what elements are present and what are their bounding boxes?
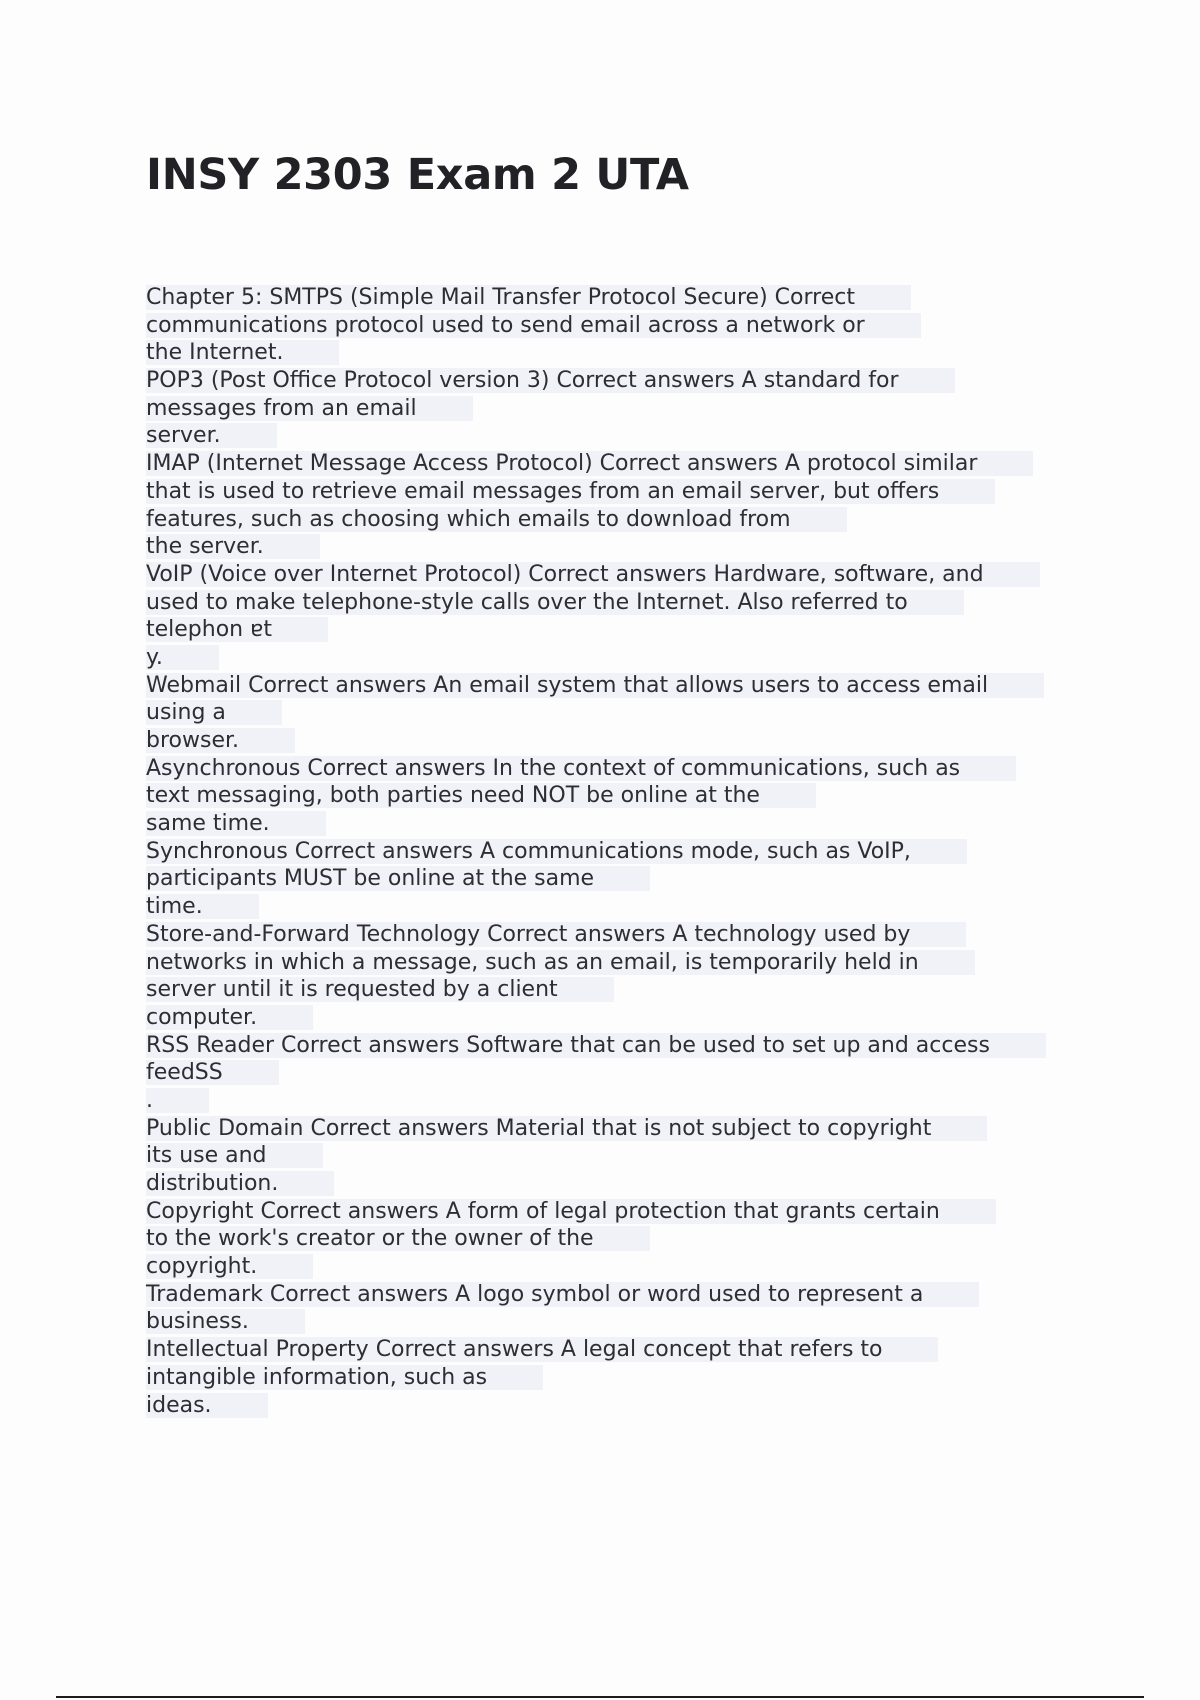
text-line-content: Store-and-Forward Technology Correct answers A technology used by bbox=[146, 922, 966, 947]
text-line-content: browser. bbox=[146, 728, 295, 753]
text-line-content: computer. bbox=[146, 1005, 313, 1030]
text-line-content: server. bbox=[146, 423, 277, 448]
text-line-content: . bbox=[146, 1088, 209, 1113]
text-line-content: POP3 (Post Office Protocol version 3) Correct answers A standard for bbox=[146, 368, 955, 393]
text-line-content: Intellectual Property Correct answers A legal concept that refers to bbox=[146, 1337, 938, 1362]
text-line-content: y. bbox=[146, 645, 219, 670]
text-line-content: used to make telephone-style calls over the Internet. Also referred to bbox=[146, 590, 964, 615]
text-line-content: using a bbox=[146, 700, 282, 725]
text-line bbox=[146, 395, 1086, 423]
text-line-content: time. bbox=[146, 894, 259, 919]
text-line-content: Copyright Correct answers A form of legal protection that grants certain bbox=[146, 1199, 996, 1224]
text-line bbox=[146, 755, 1086, 783]
text-line bbox=[146, 1225, 1086, 1253]
document-body bbox=[146, 284, 1086, 1419]
text-line-content: Asynchronous Correct answers In the context of communications, such as bbox=[146, 756, 1016, 781]
text-line-content: networks in which a message, such as an email, is temporarily held in bbox=[146, 950, 975, 975]
text-line-content: RSS Reader Correct answers Software that can be used to set up and access bbox=[146, 1033, 1046, 1058]
text-line bbox=[146, 1392, 1086, 1420]
text-line bbox=[146, 1087, 1086, 1115]
text-line-content: VoIP (Voice over Internet Protocol) Correct answers Hardware, software, and bbox=[146, 562, 1040, 587]
text-line bbox=[146, 865, 1086, 893]
text-line bbox=[146, 1059, 1086, 1087]
text-line-content: features, such as choosing which emails to download from bbox=[146, 507, 847, 532]
text-line bbox=[146, 672, 1086, 700]
text-line-content: text messaging, both parties need NOT be online at the bbox=[146, 783, 816, 808]
text-line-content: server until it is requested by a client bbox=[146, 977, 614, 1002]
text-line bbox=[146, 312, 1086, 340]
text-line-content: IMAP (Internet Message Access Protocol) Correct answers A protocol similar bbox=[146, 451, 1033, 476]
text-line bbox=[146, 1198, 1086, 1226]
text-line-content: Public Domain Correct answers Material that is not subject to copyright bbox=[146, 1116, 987, 1141]
text-line bbox=[146, 1032, 1086, 1060]
text-line bbox=[146, 478, 1086, 506]
document-title: INSY 2303 Exam 2 UTA bbox=[146, 150, 689, 200]
text-line bbox=[146, 561, 1086, 589]
text-line-content: the server. bbox=[146, 534, 320, 559]
text-line bbox=[146, 782, 1086, 810]
text-line bbox=[146, 1004, 1086, 1032]
text-line-content: business. bbox=[146, 1309, 305, 1334]
text-line bbox=[146, 949, 1086, 977]
text-line bbox=[146, 506, 1086, 534]
text-line bbox=[146, 1170, 1086, 1198]
text-line bbox=[146, 450, 1086, 478]
text-line-content: that is used to retrieve email messages from an email server, but offers bbox=[146, 479, 995, 504]
text-line-content: its use and bbox=[146, 1143, 323, 1168]
text-line bbox=[146, 838, 1086, 866]
text-line-content: copyright. bbox=[146, 1254, 313, 1279]
text-line-content: telephon ɐt bbox=[146, 617, 328, 642]
text-line bbox=[146, 589, 1086, 617]
text-line bbox=[146, 921, 1086, 949]
text-line bbox=[146, 727, 1086, 755]
text-line-content: Chapter 5: SMTPS (Simple Mail Transfer Protocol Secure) Correct bbox=[146, 285, 911, 310]
text-line-content: same time. bbox=[146, 811, 326, 836]
text-line-content: the Internet. bbox=[146, 340, 339, 365]
text-line bbox=[146, 699, 1086, 727]
text-line-content: intangible information, such as bbox=[146, 1365, 543, 1390]
text-line bbox=[146, 893, 1086, 921]
text-line bbox=[146, 339, 1086, 367]
text-line bbox=[146, 1142, 1086, 1170]
text-line bbox=[146, 1336, 1086, 1364]
text-line bbox=[146, 1281, 1086, 1309]
text-line-content: messages from an email bbox=[146, 396, 473, 421]
text-line-content: participants MUST be online at the same bbox=[146, 866, 650, 891]
text-line bbox=[146, 284, 1086, 312]
text-line-content: to the work's creator or the owner of the bbox=[146, 1226, 650, 1251]
text-line-content: ideas. bbox=[146, 1393, 268, 1418]
text-line bbox=[146, 422, 1086, 450]
text-line bbox=[146, 976, 1086, 1004]
text-line bbox=[146, 367, 1086, 395]
text-line-content: communications protocol used to send email across a network or bbox=[146, 313, 921, 338]
text-line bbox=[146, 810, 1086, 838]
text-line bbox=[146, 1308, 1086, 1336]
text-line-content: Webmail Correct answers An email system that allows users to access email bbox=[146, 673, 1044, 698]
text-line bbox=[146, 1364, 1086, 1392]
text-line bbox=[146, 644, 1086, 672]
text-line bbox=[146, 533, 1086, 561]
text-line bbox=[146, 616, 1086, 644]
text-line bbox=[146, 1115, 1086, 1143]
text-line-content: Synchronous Correct answers A communications mode, such as VoIP, bbox=[146, 839, 967, 864]
text-line-content: distribution. bbox=[146, 1171, 334, 1196]
text-line bbox=[146, 1253, 1086, 1281]
text-line-content: feedSS bbox=[146, 1060, 279, 1085]
page-bottom-divider bbox=[56, 1696, 1144, 1698]
text-line-content: Trademark Correct answers A logo symbol or word used to represent a bbox=[146, 1282, 979, 1307]
